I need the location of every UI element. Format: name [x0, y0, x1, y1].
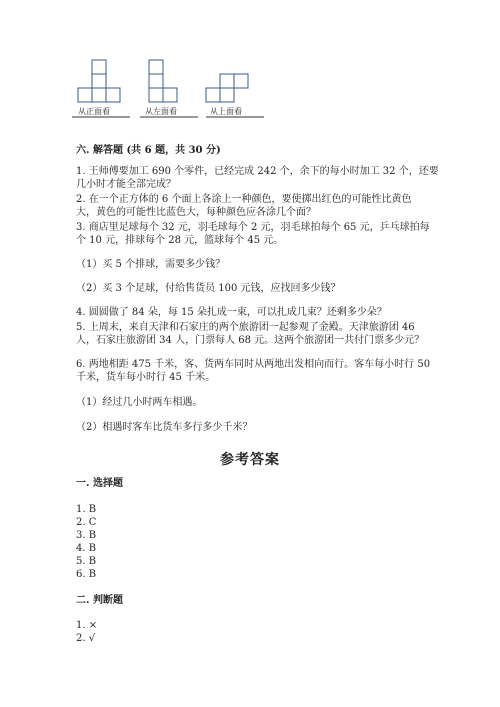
- answer-item: 3. B: [76, 530, 97, 541]
- front-view-label: 从正面看: [78, 107, 110, 116]
- top-view-drawing: [204, 72, 264, 110]
- answer-item: 1. B: [76, 504, 97, 515]
- answers-part2-heading: 二. 判断题: [76, 595, 123, 606]
- left-view-label: 从左面看: [145, 107, 177, 116]
- question-line: 3. 商店里足球每个 32 元，羽毛球每个 2 元，羽毛球拍每个 65 元，乒乓球拍每: [76, 222, 430, 233]
- question-line: 千米，货车每小时行 45 千米。: [76, 372, 216, 383]
- left-view-underline: [140, 116, 198, 119]
- answers-part1-heading: 一. 选择题: [76, 478, 123, 489]
- left-view-drawing: [143, 58, 193, 110]
- top-view-label: 从上面看: [210, 107, 242, 116]
- sub-question: （1）经过几小时两车相遇。: [76, 397, 203, 408]
- question-line: 人，石家庄旅游团 34 人，门票每人 68 元。这两个旅游团一共付门票多少元？: [76, 335, 425, 346]
- answers-title: 参考答案: [220, 452, 280, 468]
- question-line: 个 10 元，排球每个 28 元，篮球每个 45 元。: [76, 235, 284, 246]
- question-line: 6. 两地相距 475 千米，客、货两车同时从两地出发相向而行。客车每小时行 50: [76, 359, 431, 370]
- answer-item: 2. √: [76, 633, 96, 644]
- question-line: 大，黄色的可能性比蓝色大，每种颜色应各涂几个面？: [76, 207, 316, 218]
- question-line: 5. 上周末，来自天津和石家庄的两个旅游团一起参观了金殿。天津旅游团 46: [76, 322, 415, 333]
- sub-question: （2）相遇时客车比货车多行多少千米？: [76, 422, 253, 433]
- question-line: 几小时才能全部完成？: [76, 179, 176, 190]
- answer-item: 2. C: [76, 517, 97, 528]
- sub-question: （2）买 3 个足球，付给售货员 100 元钱，应找回多少钱？: [76, 283, 341, 294]
- question-line: 2. 在一个正方体的 6 个面上各涂上一种颜色，要使掷出红色的可能性比黄色: [76, 194, 412, 205]
- answer-item: 5. B: [76, 556, 97, 567]
- question-line: 4. 圆圆做了 84 朵，每 15 朵扎成一束，可以扎成几束？还剩多少朵？: [76, 307, 387, 318]
- front-view-drawing: [76, 58, 136, 110]
- sub-question: （1）买 5 个排球，需要多少钱？: [76, 259, 226, 270]
- top-view-underline: [206, 116, 264, 119]
- front-view-underline: [72, 116, 130, 119]
- answer-item: 4. B: [76, 543, 97, 554]
- answer-item: 1. ×: [76, 620, 98, 631]
- question-line: 1. 王师傅要加工 690 个零件，已经完成 242 个，余下的每小时加工 32 个，还要: [76, 166, 439, 177]
- section6-heading: 六. 解答题 (共 6 题，共 30 分): [76, 145, 221, 156]
- answer-item: 6. B: [76, 569, 97, 580]
